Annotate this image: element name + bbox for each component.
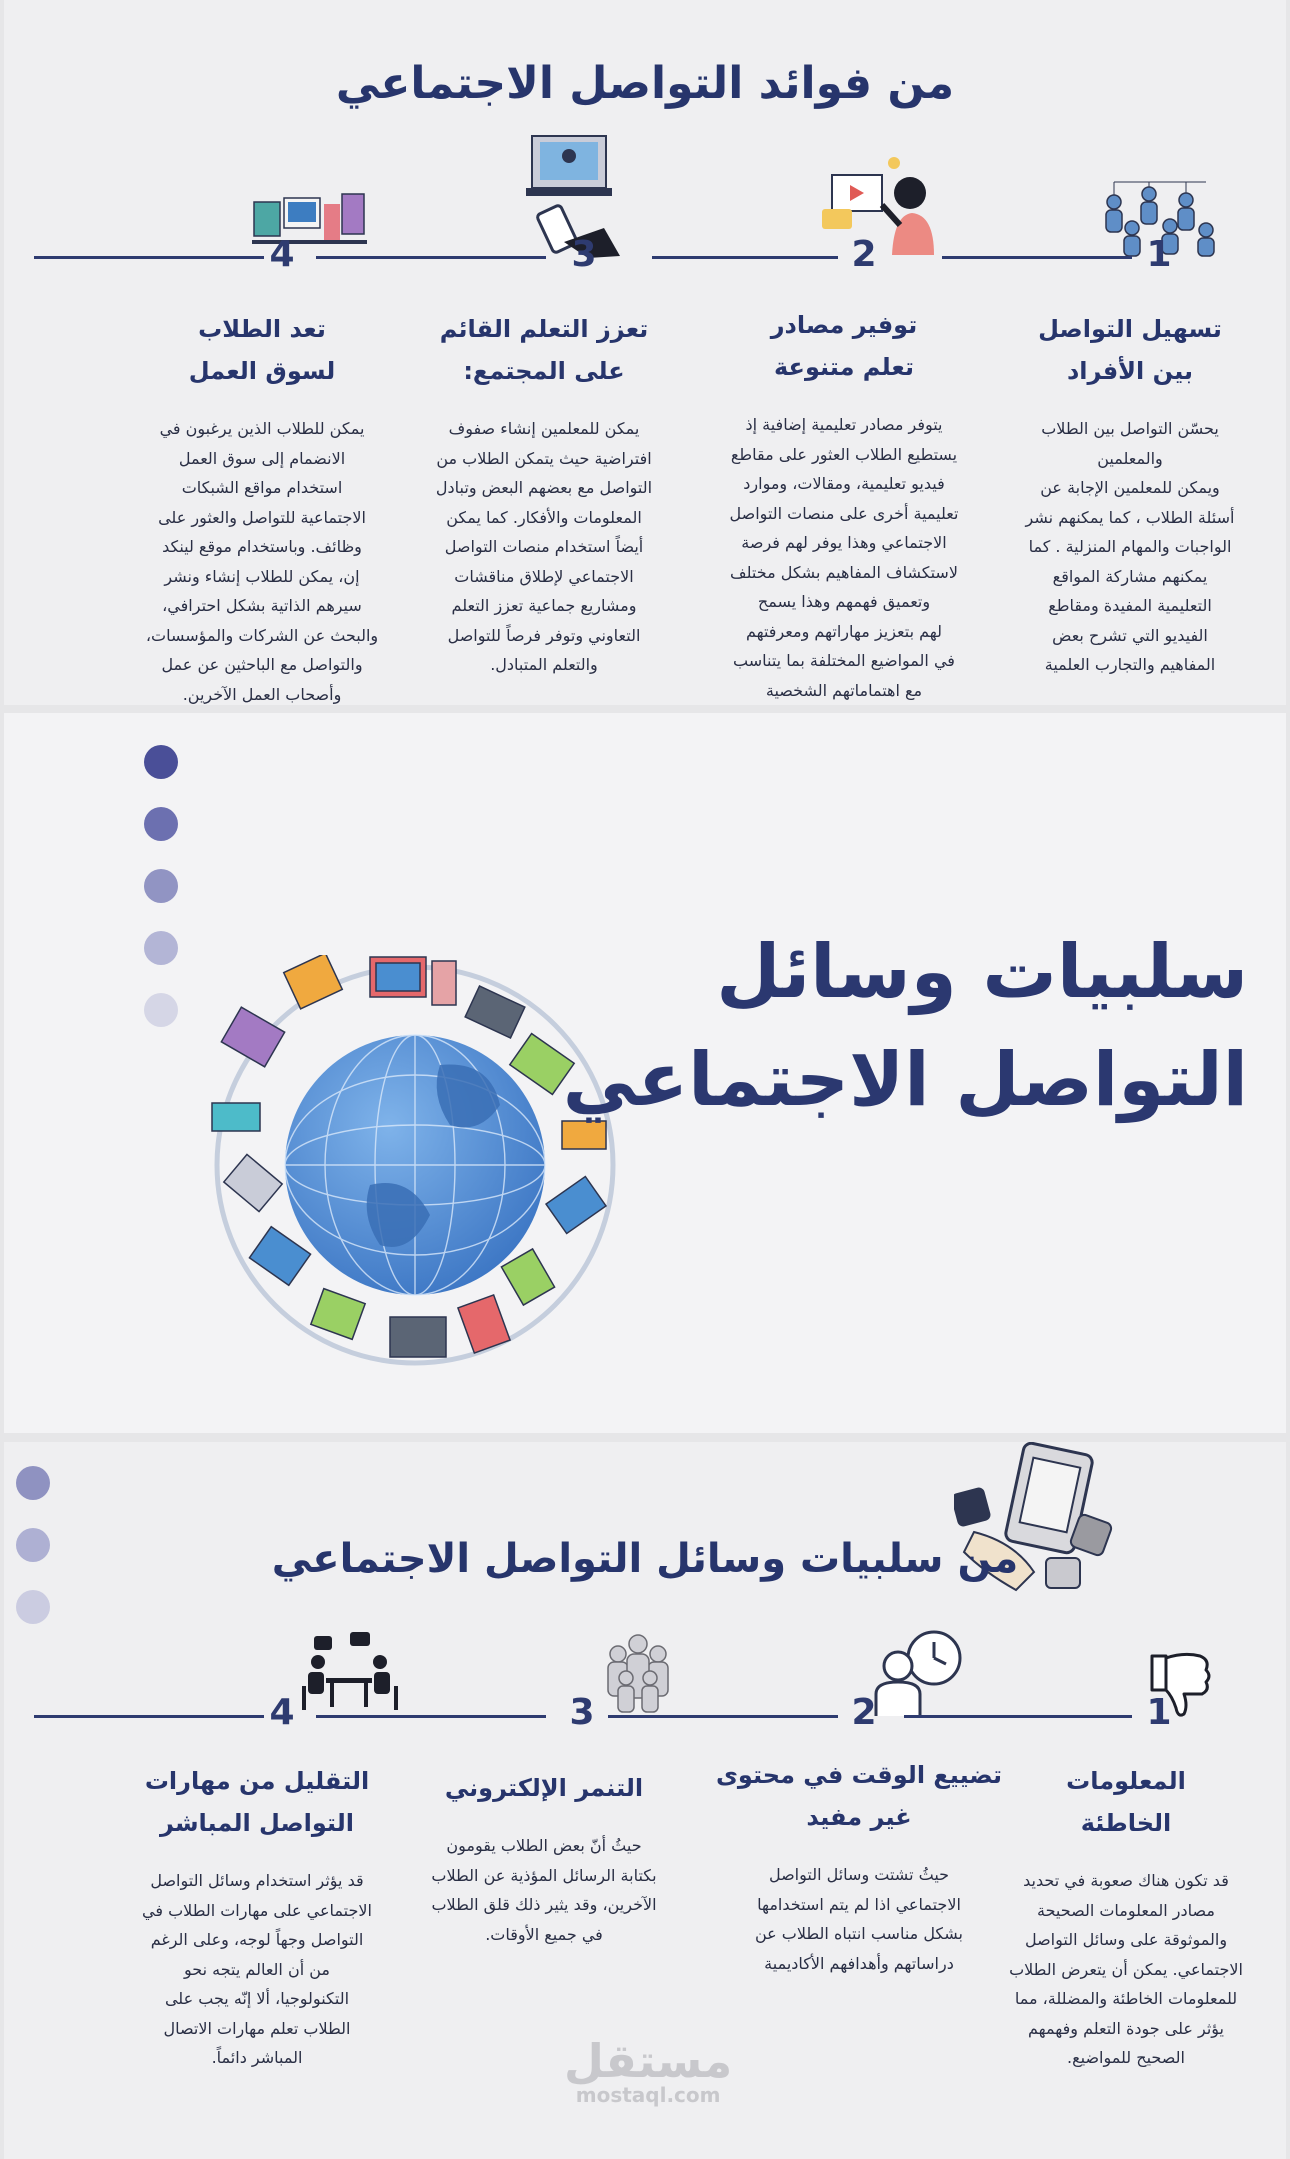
cover-panel bbox=[4, 713, 1286, 1433]
benefit-text-4: يمكن للطلاب الذين يرغبون في الانضمام إلى سوق العمل استخدام مواقع الشبكات الاجتماعية للتواصل والعثور على وظائف. وباستخدام موقع لينكد إن، يمكن للطلاب إنشاء ونشر سيرهم الذاتية بشكل احترافي، والبحث عن الشركات والمؤسسات، والتواصل مع الباحثين عن عمل وأصحاب العمل الآخرين. bbox=[145, 419, 379, 704]
benefit-item-3 bbox=[414, 308, 674, 680]
crowd-icon bbox=[600, 1632, 676, 1714]
negatives-timeline-segment-3 bbox=[316, 1715, 546, 1718]
video-learner-icon bbox=[822, 155, 952, 255]
benefits-timeline-segment-2 bbox=[652, 256, 838, 259]
benefit-title-2: توفير مصادر تعلم متنوعة bbox=[770, 311, 918, 381]
negatives-dot-3 bbox=[16, 1590, 50, 1624]
negatives-dot-1 bbox=[16, 1466, 50, 1500]
negative-text-3: حيثُ أنّ بعض الطلاب يقومون بكتابة الرسائل المؤذية عن الطلاب الآخرين، وقد يثير ذلك قلق الطلاب في جميع الأوقات. bbox=[431, 1836, 657, 1944]
benefit-item-4 bbox=[132, 308, 392, 705]
cover-dot-1 bbox=[144, 745, 178, 779]
benefit-number-2: 2 bbox=[851, 234, 877, 275]
negative-number-1: 1 bbox=[1146, 1692, 1172, 1733]
cover-dot-3 bbox=[144, 869, 178, 903]
benefit-title-1: تسهيل التواصل بين الأفراد bbox=[1038, 315, 1222, 385]
negative-text-4: قد يؤثر استخدام وسائل التواصل الاجتماعي على مهارات الطلاب في التواصل وجهاً لوجه، وعلى الرغم من أن العالم يتجه نحو التكنولوجيا، ألا إنّه يجب على الطلاب تعلم مهارات الاتصال المباشر دائماً. bbox=[142, 1871, 372, 2067]
benefit-number-3: 3 bbox=[571, 234, 597, 275]
negative-text-2: حيثُ تشتت وسائل التواصل الاجتماعي اذا لم يتم استخدامها بشكل مناسب انتباه الطلاب عن دراساتهم وأهدافهم الأكاديمية bbox=[754, 1865, 963, 1973]
benefit-text-3: يمكن للمعلمين إنشاء صفوف افتراضية حيث يتمكن الطلاب من التواصل مع بعضهم البعض وتبادل المعلومات والأفكار. كما يمكن أيضاً استخدام منصات التواصل الاجتماعي لإطلاق مناقشات ومشاريع جماعية تعزز التعلم التعاوني وتوفر فرصاً للتواصل والتعلم المتبادل. bbox=[435, 419, 653, 674]
benefits-timeline-segment-4 bbox=[34, 256, 264, 259]
watermark-logo bbox=[564, 2034, 733, 2107]
benefits-title: من فوائد التواصل الاجتماعي bbox=[335, 58, 955, 109]
watermark-latin: mostaql.com bbox=[575, 2083, 721, 2107]
benefits-panel bbox=[4, 0, 1286, 705]
negative-text-1: قد تكون هناك صعوبة في تحديد مصادر المعلومات الصحيحة والموثوقة على وسائل التواصل الاجتماعي. يمكن أن يتعرض الطلاب للمعلومات الخاطئة والمضللة، مما يؤثر على جودة التعلم وفهمهم الصحيح للمواضيع. bbox=[1009, 1871, 1243, 2067]
negative-item-3 bbox=[414, 1767, 674, 1949]
negative-title-1: المعلومات الخاطئة bbox=[1066, 1767, 1186, 1837]
benefit-number-4: 4 bbox=[269, 234, 295, 275]
negative-number-2: 2 bbox=[851, 1692, 877, 1733]
benefit-item-1 bbox=[1000, 308, 1260, 680]
negative-item-2 bbox=[714, 1754, 1004, 1978]
cover-dot-2 bbox=[144, 807, 178, 841]
benefit-title-4: تعد الطلاب لسوق العمل bbox=[188, 315, 336, 385]
negative-number-3: 3 bbox=[569, 1692, 595, 1733]
clock-person-icon bbox=[870, 1628, 966, 1718]
negatives-title: من سلبيات وسائل التواصل الاجتماعي bbox=[271, 1536, 1019, 1582]
negatives-timeline-segment-2 bbox=[608, 1715, 838, 1718]
benefit-text-1: يحسّن التواصل بين الطلاب والمعلمين ويمكن للمعلمين الإجابة عن أسئلة الطلاب ، كما يمكنهم نشر الواجبات والمهام المنزلية . كما يمكنهم مشاركة المواقع التعليمية المفيدة ومقاطع الفيديو التي تشرح بعض المفاهيم والتجارب العلمية bbox=[1025, 419, 1235, 674]
negative-item-1 bbox=[996, 1760, 1256, 2073]
cover-dot-5 bbox=[144, 993, 178, 1027]
negative-title-2: تضييع الوقت في محتوى غير مفيد bbox=[715, 1761, 1003, 1831]
negatives-timeline-segment-1 bbox=[904, 1715, 1132, 1718]
negative-number-4: 4 bbox=[269, 1692, 295, 1733]
negative-title-3: التنمر الإلكتروني bbox=[444, 1774, 644, 1802]
negatives-timeline-segment-4 bbox=[34, 1715, 264, 1718]
benefit-text-2: يتوفر مصادر تعليمية إضافية إذ يستطيع الطلاب العثور على مقاطع فيديو تعليمية، ومقالات، وموارد تعليمية أخرى على منصات التواصل الاجتماعي وهذا يوفر لهم فرصة لاستكشاف المفاهيم بشكل مختلف وتعميق فهمهم وهذا يسمح لهم بتعزيز مهاراتهم ومعرفتهم في المواضيع المختلفة بما يتناسب مع اهتماماتهم الشخصية bbox=[729, 415, 959, 700]
benefit-title-3: تعزز التعلم القائم على المجتمع: bbox=[439, 315, 649, 385]
benefits-timeline-segment-1 bbox=[942, 256, 1132, 259]
benefit-item-2 bbox=[714, 304, 974, 705]
negative-item-4 bbox=[122, 1760, 392, 2073]
benefits-timeline-segment-3 bbox=[316, 256, 546, 259]
negatives-panel bbox=[4, 1442, 1286, 2159]
watermark-arabic: مستقل bbox=[564, 2034, 733, 2088]
meeting-table-icon bbox=[300, 1632, 400, 1712]
cover-dot-4 bbox=[144, 931, 178, 965]
negative-title-4: التقليل من مهارات التواصل المباشر bbox=[144, 1767, 370, 1837]
benefit-number-1: 1 bbox=[1146, 234, 1172, 275]
cover-title: سلبيات وسائل التواصل الاجتماعي bbox=[562, 929, 1248, 1123]
